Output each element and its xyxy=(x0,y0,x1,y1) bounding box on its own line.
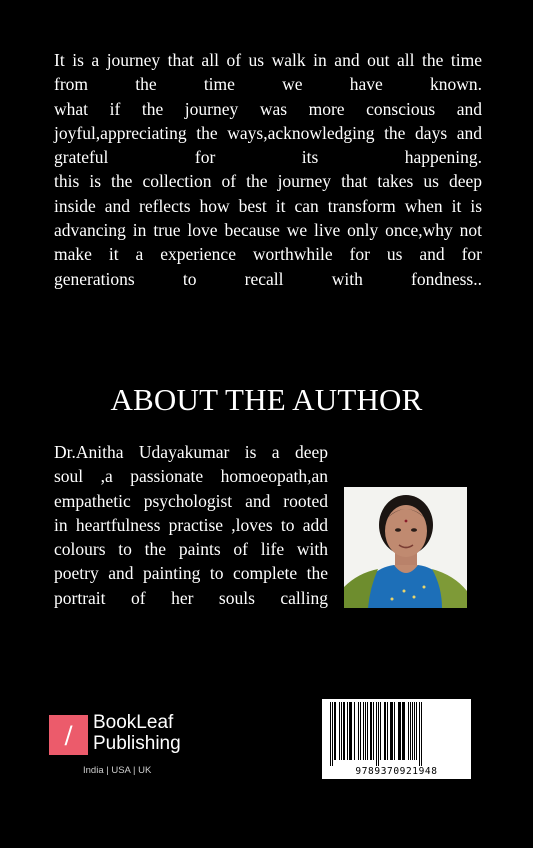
publisher-name xyxy=(93,712,181,754)
barcode-bar xyxy=(347,702,348,760)
barcode-bar xyxy=(380,702,381,760)
blurb-line: It is a journey that all of us walk in and out all the time xyxy=(54,50,482,70)
barcode-bar xyxy=(373,702,374,760)
blurb-line: generations to recall with fondness.. xyxy=(54,268,482,289)
blurb-line: advancing in true love because we live only once,why not xyxy=(54,220,482,241)
barcode-bar xyxy=(410,702,411,760)
bookleaf-logo-icon xyxy=(49,715,88,755)
blurb-line: make it a experience worthwhile for us and for xyxy=(54,244,482,265)
barcode-bar xyxy=(339,702,340,760)
author-bio-line: poetry and painting to complete the xyxy=(54,563,328,584)
blurb-line: this is the collection of the journey that takes us deep xyxy=(54,171,482,192)
barcode-bar xyxy=(394,702,395,760)
barcode-bar xyxy=(365,702,366,760)
barcode-bar xyxy=(370,702,372,760)
barcode-bar xyxy=(419,702,420,766)
logo-slash: / xyxy=(64,721,73,749)
barcode-bar xyxy=(416,702,417,760)
barcode-bar xyxy=(367,702,368,760)
author-photo xyxy=(344,487,467,608)
barcode-bar xyxy=(421,702,422,766)
barcode-bar xyxy=(390,702,393,760)
barcode-bar xyxy=(349,702,352,760)
blurb-line: inside and reflects how best it can transform when it is xyxy=(54,195,482,216)
barcode-bar xyxy=(363,702,364,760)
barcode-bar xyxy=(387,702,388,760)
barcode-bars xyxy=(322,702,471,766)
author-bio xyxy=(54,440,328,610)
barcode-bar xyxy=(341,702,342,760)
barcode-bar xyxy=(376,702,377,766)
isbn-number: 9789370921948 xyxy=(355,766,438,777)
blurb-line: from the time we have known. xyxy=(54,74,482,95)
publisher-name-line1: BookLeaf xyxy=(93,712,174,733)
author-bio-line: Dr.Anitha Udayakumar is a deep xyxy=(54,442,328,462)
about-author-heading: ABOUT THE AUTHOR xyxy=(110,382,423,417)
barcode-bar xyxy=(334,702,336,760)
barcode-bar xyxy=(330,702,331,766)
barcode-bar xyxy=(402,702,405,760)
barcode-bar xyxy=(332,702,333,766)
barcode-bar xyxy=(360,702,361,760)
back-cover-blurb xyxy=(54,48,482,291)
publisher-regions: India | USA | UK xyxy=(83,765,152,776)
blurb-line: grateful for its happening. xyxy=(54,147,482,168)
barcode-bar xyxy=(354,702,355,760)
barcode-bar xyxy=(412,702,413,760)
barcode-bar xyxy=(408,702,409,760)
author-bio-line: soul ,a passionate homoeopath,an xyxy=(54,466,328,487)
publisher-name-line2: Publishing xyxy=(93,733,181,754)
author-bio-line: in heartfulness practise ,loves to add xyxy=(54,514,328,535)
barcode-bar xyxy=(358,702,359,760)
barcode-bar xyxy=(398,702,401,760)
barcode-bar xyxy=(378,702,379,766)
author-bio-line: empathetic psychologist and rooted xyxy=(54,490,328,511)
blurb-line: what if the journey was more conscious and xyxy=(54,98,482,119)
author-bio-line: colours to the paints of life with xyxy=(54,539,328,560)
blurb-line: joyful,appreciating the ways,acknowledging the days and xyxy=(54,122,482,143)
barcode-bar xyxy=(384,702,386,760)
author-bio-line: portrait of her souls calling xyxy=(54,587,328,608)
barcode-bar xyxy=(414,702,415,760)
barcode-bar xyxy=(343,702,345,760)
isbn-barcode xyxy=(322,699,471,779)
